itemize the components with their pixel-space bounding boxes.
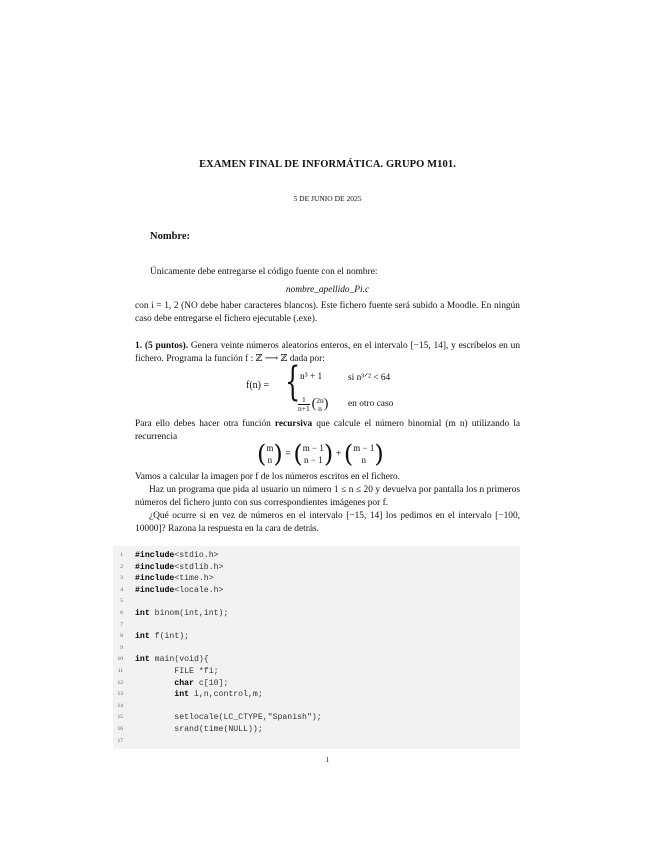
paragraph-program: Haz un programa que pida al usuario un número 1 ≤ n ≤ 20 y devuelva por pantalla los n primeros números del fichero junto con sus correspondientes imágenes por f. (135, 485, 520, 508)
code-line (135, 563, 223, 572)
code-keyword: #include (135, 551, 175, 560)
code-keyword: char (135, 678, 194, 688)
code-keyword: int (135, 632, 150, 642)
exercise-points: (5 puntos). (144, 341, 189, 351)
code-line (135, 632, 189, 641)
code-line (135, 609, 228, 618)
code-line-number: 2 (120, 563, 123, 570)
recursive-keyword: recursiva (274, 419, 313, 429)
code-line-number: 3 (120, 575, 123, 582)
code-text: c[10]; (193, 678, 229, 688)
code-line-number: 15 (117, 714, 123, 721)
page-number: 1 (325, 755, 330, 764)
code-text: <stdio.h> (174, 551, 219, 560)
code-keyword: int (135, 655, 150, 665)
exercise-number: 1. (135, 341, 143, 351)
paragraph-image: Vamos a calcular la imagen por f de los números escritos en el fichero. (135, 472, 401, 482)
name-label: Nombre: (150, 231, 191, 242)
code-line-number: 16 (117, 726, 123, 732)
code-text: i,n,control,m; (189, 690, 263, 700)
code-line-number: 1 (120, 552, 123, 558)
code-line-number: 8 (120, 633, 123, 640)
case1-expression: n³ + 1 (300, 372, 323, 382)
cases-brace: { (285, 359, 301, 405)
code-listing (113, 546, 520, 749)
code-text: main(void){ (149, 655, 209, 665)
code-line-number: 10 (117, 656, 123, 663)
closing-paragraphs (135, 471, 520, 536)
code-line (135, 667, 219, 676)
code-keyword: int (135, 690, 190, 700)
code-line (135, 655, 209, 664)
case1-condition: si n³ᐟ² < 64 (348, 373, 391, 383)
code-text: <stdlib.h> (174, 562, 224, 572)
code-text: srand(time(NULL)); (135, 725, 263, 734)
code-keyword: #include (135, 585, 175, 595)
code-line-number: 6 (120, 610, 123, 616)
code-line-number: 11 (117, 668, 123, 674)
code-line (135, 679, 228, 688)
code-text: binom(int,int); (149, 609, 229, 618)
code-line-number: 17 (117, 737, 123, 744)
code-line-number: 14 (117, 702, 123, 709)
code-line-number: 7 (120, 621, 123, 628)
code-keyword: #include (135, 562, 175, 572)
filename-format: nombre_apellido_Pi.c (285, 285, 370, 295)
recurrence-formula: ( m n ) = ( m − 1 n − 1 ) + ( m − 1 n ) (257, 440, 384, 468)
code-keyword: #include (135, 574, 175, 584)
code-line-number: 5 (120, 598, 123, 605)
code-line (135, 690, 263, 699)
exercise-intro-text: Genera veinte números aleatorios enteros, en el intervalo [−15, 14], y escríbelos en un fichero. Programa la función f : ℤ ⟶ ℤ dada por: (135, 341, 521, 364)
code-text: <time.h> (174, 574, 214, 584)
case2-fraction: $\frac{1}{n+1}$ (298, 395, 310, 413)
exercise-intro (135, 340, 520, 366)
code-text: setlocale(LC_CTYPE,"Spanish"); (135, 713, 322, 723)
code-line (135, 713, 322, 722)
code-line (135, 574, 214, 583)
function-label: f(n) = (246, 380, 270, 391)
exam-date: 5 DE JUNIO DE 2025 (293, 194, 362, 203)
paragraph-question: ¿Qué ocurre si en vez de números en el intervalo [−15, 14] los pedimos en el intervalo [−100, 10000]? Razona la respuesta en la cara de detrás. (135, 511, 520, 534)
code-line (135, 586, 223, 595)
code-text: <locale.h> (174, 585, 224, 595)
exam-title: EXAMEN FINAL DE INFORMÁTICA. GRUPO M101. (199, 159, 456, 170)
case2-binomial: 2n n (316, 395, 324, 413)
code-line (135, 551, 219, 560)
binomial-paragraph: Para ello debes hacer otra función recursiva que calcule el número binomial (m n) utilizando la recurrencia (135, 419, 521, 442)
code-line-number: 4 (120, 586, 123, 593)
code-text: FILE *fi; (135, 667, 219, 676)
case2-expression: $\frac{1}{n+1}$ ( 2n n ) (298, 395, 329, 413)
code-line (135, 725, 263, 734)
instructions-line: Únicamente debe entregarse el código fuente con el nombre: (150, 267, 378, 277)
case2-condition: en otro caso (348, 399, 394, 409)
code-text: f(int); (149, 632, 190, 642)
code-line-number: 12 (117, 679, 123, 686)
code-line-number: 9 (120, 644, 123, 651)
code-keyword: int (135, 609, 150, 618)
code-line-number: 13 (117, 691, 123, 698)
instructions-detail: con i = 1, 2 (NO debe haber caracteres blancos). Este fichero fuente será subido a Moodle. En ningún caso debe entregarse el fichero ejecutable (.exe). (135, 301, 520, 324)
